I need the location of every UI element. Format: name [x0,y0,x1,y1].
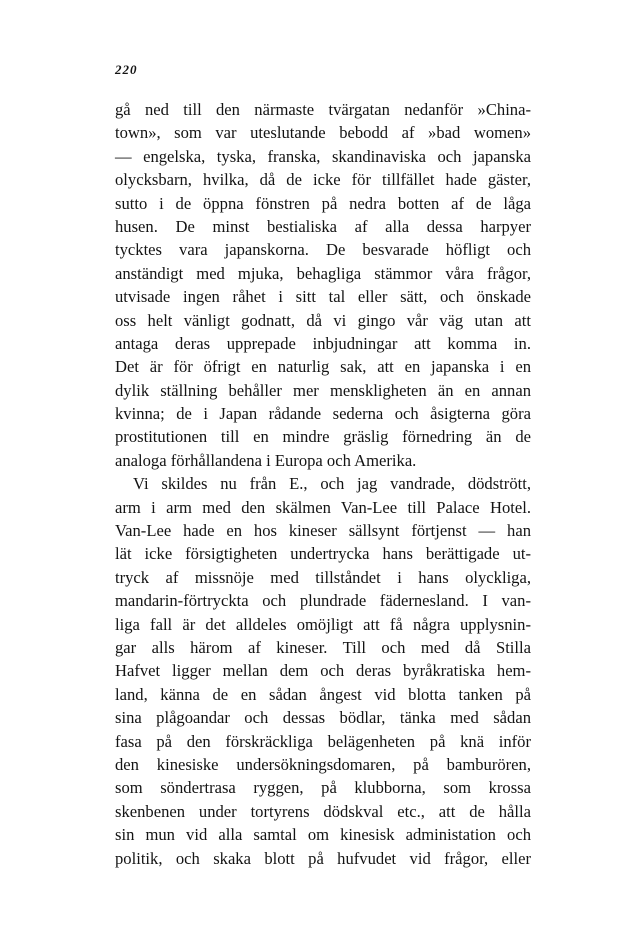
text-line: mandarin-förtryckta och plundrade fädernesland. I van- [115,591,531,611]
text-line: tycktes vara japanskorna. De besvarade höfligt och [115,240,531,260]
text-line: utvisade ingen råhet i sitt tal eller sätt, och önskade [115,287,531,307]
text-line: Hafvet ligger mellan dem och deras byråkratiska hem- [115,661,531,681]
text-line: liga fall är det alldeles omöjligt att få några upplysnin- [115,614,531,634]
text-line: fasa på den förskräckliga belägenheten på knä inför [115,731,531,751]
text-line: gar alls härom af kineser. Till och med då Stilla [115,637,531,657]
text-line: anständigt med mjuka, behagliga stämmor våra frågor, [115,263,531,283]
text-line: land, känna de en sådan ångest vid blotta tanken på [115,684,531,704]
text-line: oss helt vänligt godnatt, då vi gingo vår väg utan att [115,310,531,330]
text-line: olycksbarn, hvilka, då de icke för tillfället hade gäster, [115,170,531,190]
text-line: arm i arm med den skälmen Van-Lee till Palace Hotel. [115,497,531,517]
text-line: lät icke försigtigheten undertrycka hans berättigade ut- [115,544,531,564]
text-line: Det är för öfrigt en naturlig sak, att en japanska i en [115,357,531,377]
text-line: sutto i de öppna fönstren på nedra botten af de låga [115,193,531,213]
text-line: dylik ställning behåller mer menskligheten än en annan [115,380,531,400]
text-line: — engelska, tyska, franska, skandinaviska och japanska [115,146,531,166]
text-line: Van-Lee hade en hos kineser sällsynt förtjenst — han [115,521,531,541]
text-line: tryck af missnöje med tillståndet i hans olyckliga, [115,567,531,587]
text-line: prostitutionen till en mindre gräslig förnedring än de [115,427,531,447]
paragraph-end-line: analoga förhållandena i Europa och Amerika. [115,450,417,470]
text-line: sina plågoandar och dessas bödlar, tänka med sådan [115,708,531,728]
text-line: skenbenen under tortyrens dödskval etc., att de hålla [115,801,531,821]
text-line: politik, och skaka blott på hufvudet vid frågor, eller [115,848,531,868]
page-number: 220 [115,62,138,77]
text-line: husen. De minst bestialiska af alla dessa harpyer [115,216,531,236]
text-line: kvinna; de i Japan rådande sederna och åsigterna göra [115,404,531,424]
text-line: den kinesiske undersökningsdomaren, på bamburören, [115,754,531,774]
paragraph-start-line: Vi skildes nu från E., och jag vandrade, dödstrött, [133,474,531,494]
body-text [115,98,531,870]
text-line: antaga deras upprepade inbjudningar att komma in. [115,333,531,353]
text-line: gå ned till den närmaste tvärgatan nedanför »China- [115,100,531,119]
text-line: town», som var uteslutande bebodd af »bad women» [115,123,531,143]
text-line: som söndertrasa ryggen, på klubborna, som krossa [115,778,531,798]
text-line: sin mun vid alla samtal om kinesisk administation och [115,825,531,845]
